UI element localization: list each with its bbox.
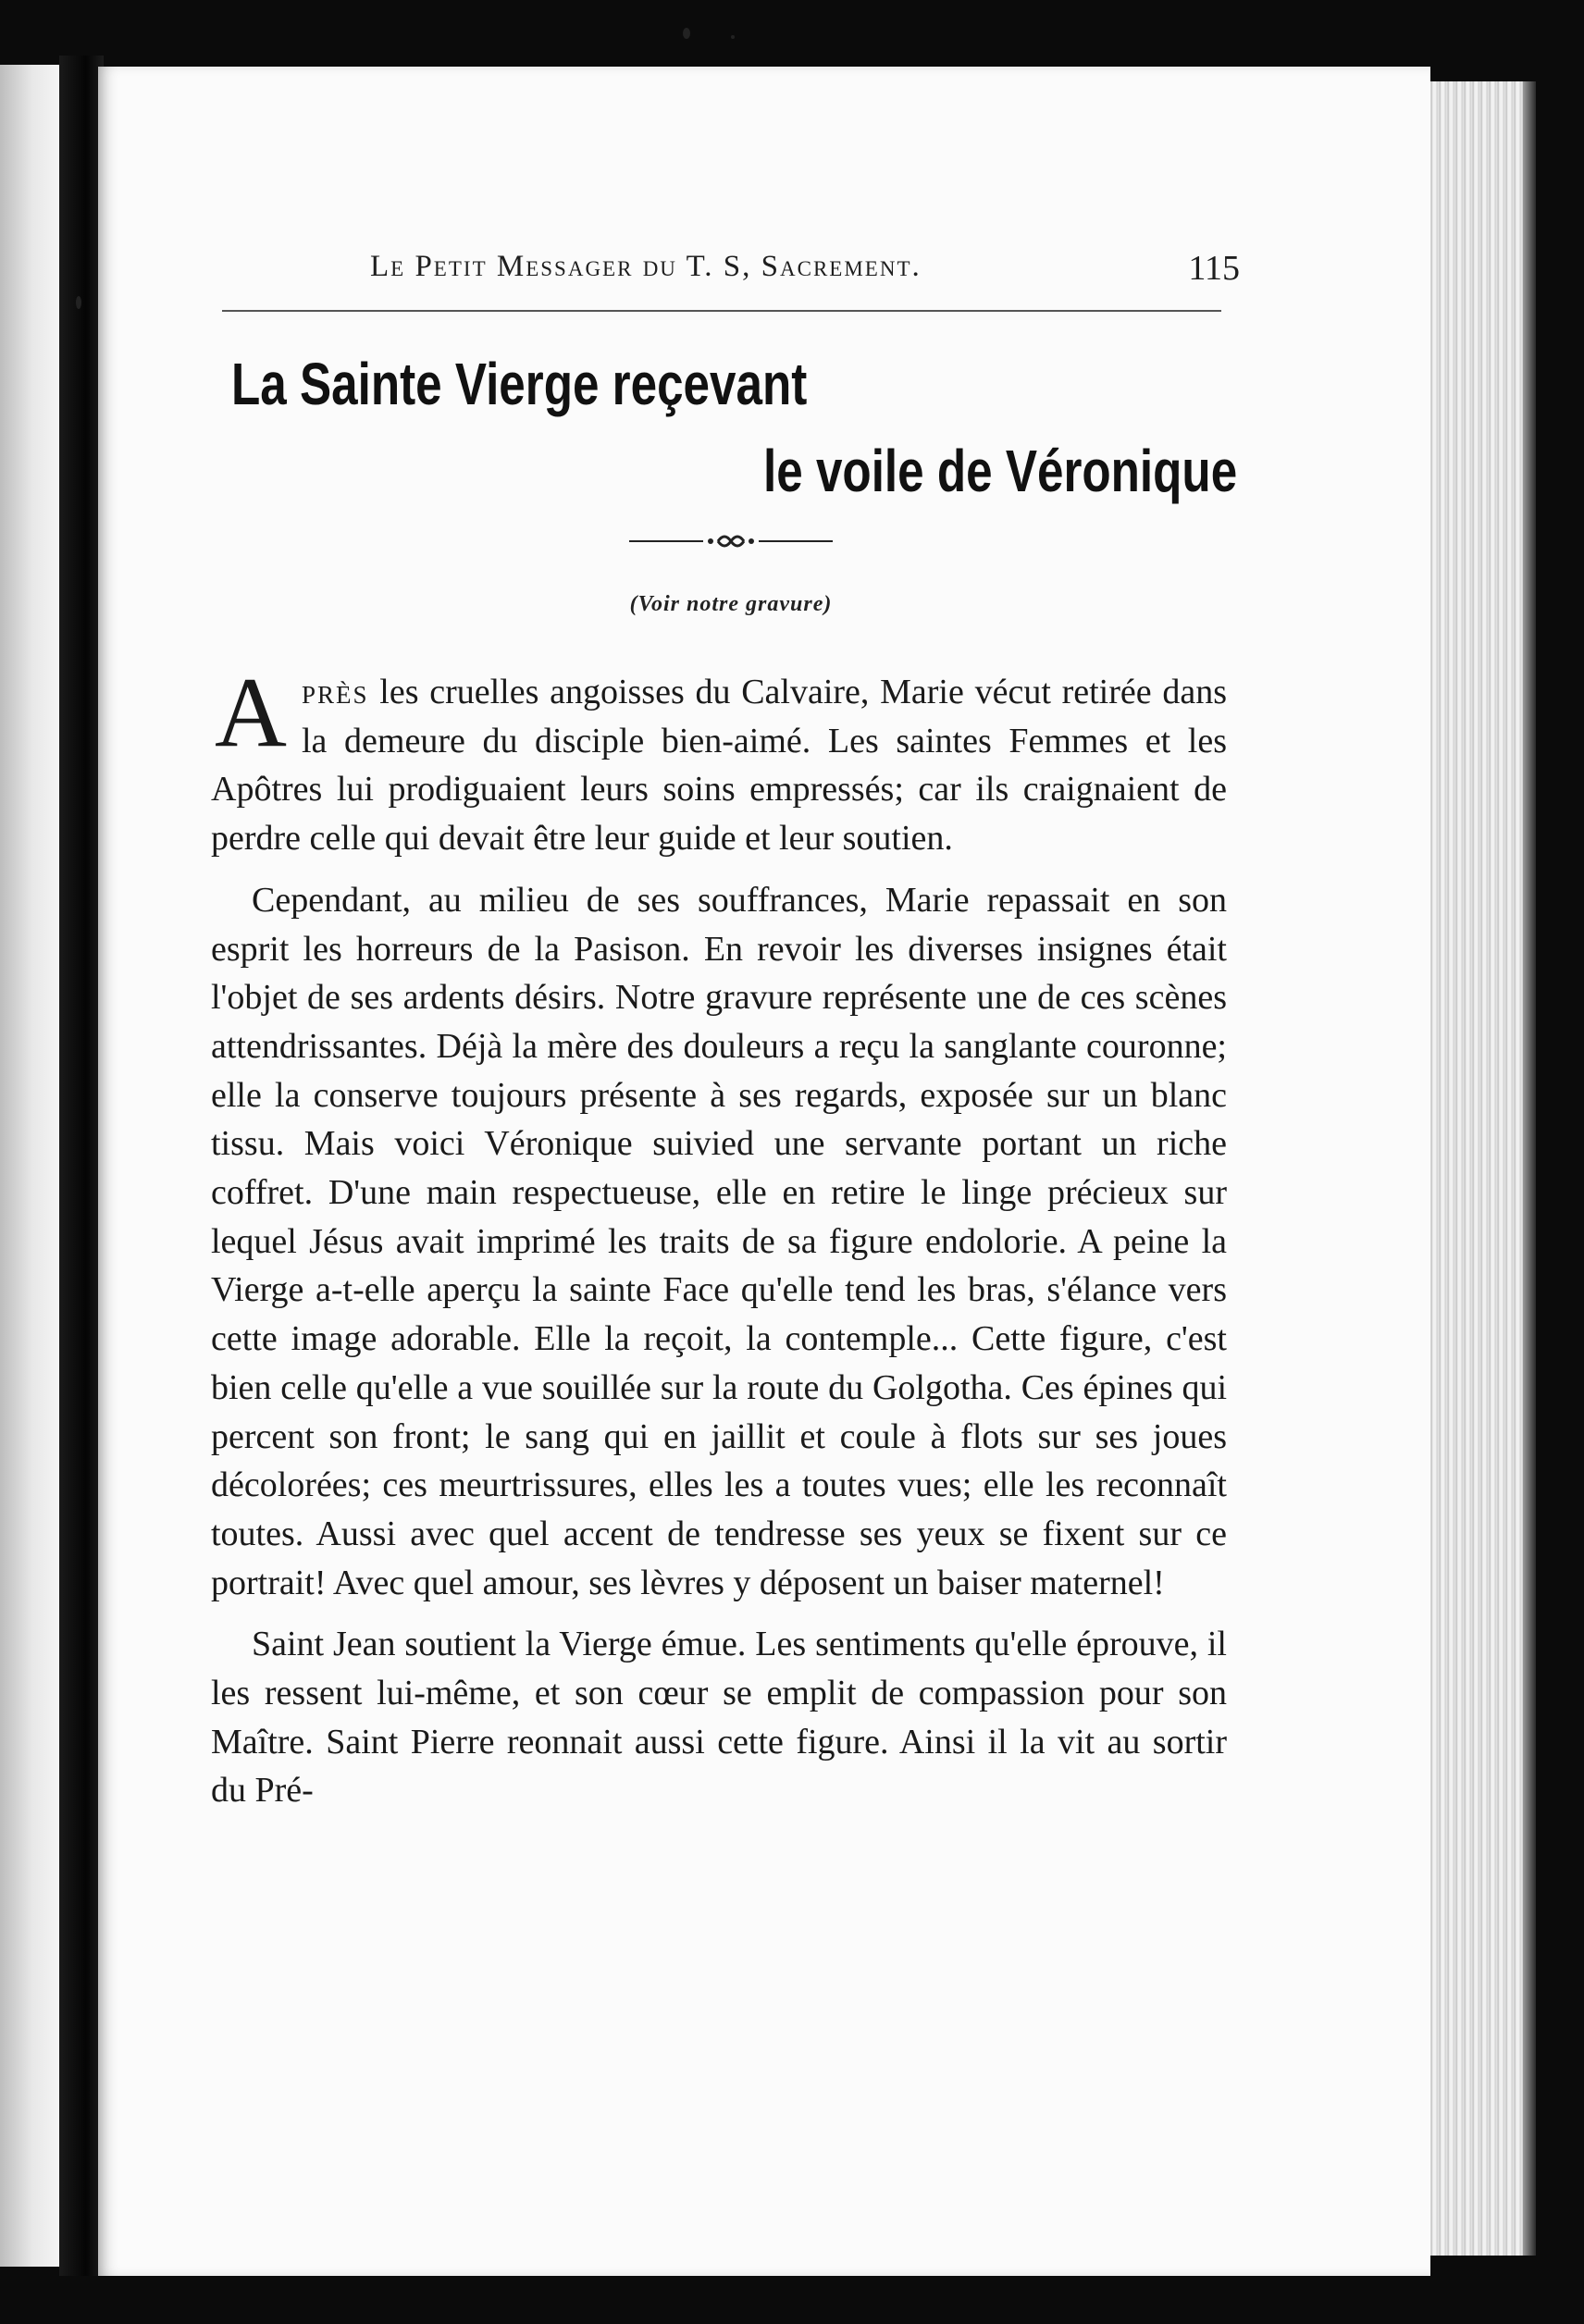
article-title-line-1: La Sainte Vierge reçevant bbox=[231, 351, 808, 417]
page-stack-edges bbox=[1425, 81, 1536, 2256]
paragraph-3: Saint Jean soutient la Vierge émue. Les sentiments qu'elle éprouve, il les ressent lui-même, et son cœur se emplit de compassion pour son Maître. Saint Pierre reonnait aussi cette figure. Ainsi il la vit au sortir du Pré- bbox=[211, 1625, 1227, 1811]
dust-speck bbox=[683, 28, 690, 39]
ornament-divider bbox=[629, 527, 833, 555]
book-gutter bbox=[59, 56, 104, 2276]
article-body bbox=[211, 658, 1227, 1815]
article-subtitle: (Voir notre gravure) bbox=[629, 592, 833, 616]
paragraph-2: Cependant, au milieu de ses souffrances, Marie repassait en son esprit les horreurs de la Pasison. En revoir les diverses insignes était l'objet de ses ardents désirs. Notre gravure représente une de ces scènes attendrissantes. Déjà la mère des douleurs a reçu la sanglante couronne; elle la conserve toujours présente à ses regards, exposée sur un blanc tissu. Mais voici Véronique suivied une servante portant un riche coffret. D'une main respectueuse, elle en retire le linge précieux sur lequel Jésus avait imprimé les traits de sa figure endolorie. A peine la Vierge a-t-elle aperçu la sainte Face qu'elle tend les bras, s'élance vers cette image adorable. Elle la reçoit, la contemple... Cette figure, c'est bien celle qu'elle a vue souillée sur la route du Golgotha. Ces épines qui percent son front; le sang qui en jaillit et coule à flots sur ses joues décolorées; ces meurtrissures, elles les a toutes vues; elle les reconnaît toutes. Aussi avec quel accent de tendresse ses yeux se fixent sur ce portrait! Avec quel amour, ses lèvres y déposent un baiser maternel! bbox=[211, 880, 1227, 1602]
first-word-small-caps: près bbox=[302, 673, 369, 711]
dust-speck bbox=[731, 35, 735, 39]
paragraph-1-text: les cruelles angoisses du Calvaire, Marie vécut retirée dans la demeure du disciple bien-aimé. Les saintes Femmes et les Apôtres lui prodiguaient leurs soins empressés; car ils craignaient de perdre celle qui devait être leur guide et leur soutien. bbox=[211, 673, 1227, 859]
paragraph-1 bbox=[211, 658, 1227, 863]
previous-page-edge bbox=[0, 65, 59, 2267]
running-head bbox=[222, 244, 1240, 296]
article-title-line-2: le voile de Véronique bbox=[762, 438, 1237, 504]
running-head-title: Le Petit Messager du T. S, Sacrement. bbox=[370, 250, 922, 283]
header-rule bbox=[222, 310, 1221, 312]
page-number: 115 bbox=[1188, 249, 1240, 288]
dust-speck bbox=[76, 296, 81, 309]
drop-cap: A bbox=[215, 658, 287, 768]
